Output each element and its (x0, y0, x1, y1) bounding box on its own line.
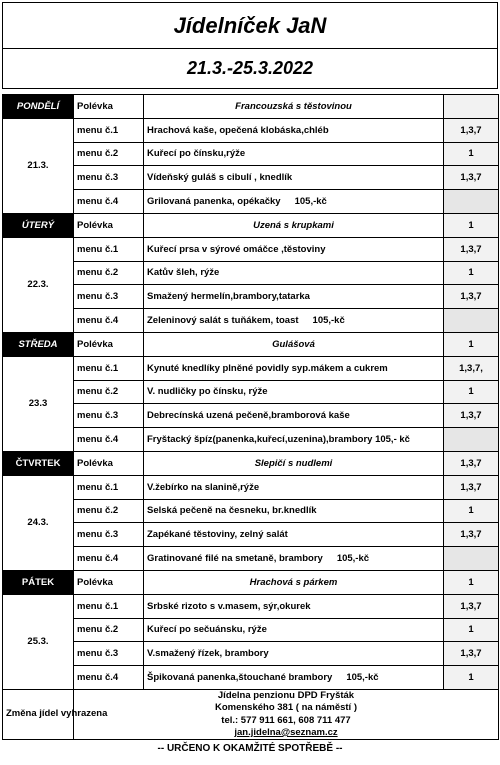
menu-row (3, 237, 499, 261)
soup-name: Gulášová (144, 332, 444, 356)
allergens: 1 (444, 618, 499, 642)
menu-table (2, 94, 499, 740)
menu-row (3, 499, 499, 523)
menu-label: menu č.3 (74, 285, 144, 309)
allergens: 1,3,7 (444, 404, 499, 428)
dish-name: V.smažený řízek, brambory (147, 648, 269, 660)
menu-label: menu č.2 (74, 618, 144, 642)
dish-cell (144, 475, 444, 499)
menu-label: menu č.4 (74, 190, 144, 214)
menu-label: menu č.1 (74, 475, 144, 499)
dish-cell (144, 285, 444, 309)
soup-label: Polévka (74, 95, 144, 119)
allergens (444, 547, 499, 571)
menu-row (3, 142, 499, 166)
soup-row (3, 213, 499, 237)
dish-cell (144, 666, 444, 690)
menu-row (3, 166, 499, 190)
soup-allergens: 1 (444, 332, 499, 356)
dish-name: Smažený hermelín,brambory,tatarka (147, 291, 310, 303)
consumption-note: -- URČENO K OKAMŽITÉ SPOTŘEBĚ -- (157, 743, 343, 754)
page-title: Jídelníček JaN (173, 12, 327, 38)
menu-row (3, 642, 499, 666)
menu-label: menu č.4 (74, 666, 144, 690)
soup-allergens: 1 (444, 570, 499, 594)
day-date: 24.3. (3, 475, 74, 570)
day-name: ÚTERÝ (3, 213, 74, 237)
footer-row (3, 689, 499, 739)
allergens: 1,3,7 (444, 285, 499, 309)
menu-label: menu č.2 (74, 380, 144, 404)
dish-cell (144, 618, 444, 642)
dish-cell (144, 166, 444, 190)
menu-label: menu č.1 (74, 118, 144, 142)
company-phone: tel.: 577 911 661, 608 711 477 (221, 714, 351, 726)
change-note: Změna jídel vyhrazena (3, 689, 74, 739)
menu-label: menu č.4 (74, 309, 144, 333)
dish-name: Katův šleh, rýže (147, 267, 220, 279)
dish-cell (144, 594, 444, 618)
soup-label: Polévka (74, 570, 144, 594)
dish-cell (144, 499, 444, 523)
dish-price: 105,-kč (294, 196, 327, 208)
allergens: 1,3,7 (444, 642, 499, 666)
menu-row (3, 594, 499, 618)
soup-allergens: 1,3,7 (444, 451, 499, 475)
allergens: 1,3,7 (444, 166, 499, 190)
soup-name: Francouzská s těstovinou (144, 95, 444, 119)
day-name: STŘEDA (3, 332, 74, 356)
soup-row (3, 451, 499, 475)
company-address: Komenského 381 ( na náměstí ) (214, 702, 358, 714)
dish-cell (144, 356, 444, 380)
soup-allergens (444, 95, 499, 119)
menu-label: menu č.2 (74, 142, 144, 166)
dish-cell (144, 380, 444, 404)
menu-row (3, 618, 499, 642)
menu-row (3, 356, 499, 380)
menu-row (3, 309, 499, 333)
day-name: PÁTEK (3, 570, 74, 594)
dish-name: Zapékané těstoviny, zelný salát (147, 529, 288, 541)
allergens: 1,3,7 (444, 237, 499, 261)
dish-name: Debrecínská uzená pečeně,bramborová kaše (147, 410, 350, 422)
menu-label: menu č.3 (74, 166, 144, 190)
title-box (2, 2, 498, 49)
menu-row (3, 547, 499, 571)
dish-name: Gratinované filé na smetaně, brambory (147, 553, 323, 565)
allergens: 1 (444, 666, 499, 690)
dish-price: 105,-kč (336, 553, 370, 565)
dish-name: Kuřecí prsa v sýrové omáčce ,těstoviny (147, 243, 326, 255)
date-box (2, 49, 498, 89)
footer-info (74, 689, 499, 739)
day-name: PONDĚLÍ (3, 95, 74, 119)
menu-row (3, 475, 499, 499)
dish-name: V.žebírko na slanině,rýže (147, 481, 260, 493)
soup-name: Hrachová s párkem (144, 570, 444, 594)
allergens: 1,3,7 (444, 475, 499, 499)
company-name: Jídelna penzionu DPD Fryšták (217, 689, 355, 701)
day-date: 22.3. (3, 237, 74, 332)
soup-label: Polévka (74, 213, 144, 237)
allergens: 1 (444, 380, 499, 404)
dish-cell (144, 237, 444, 261)
menu-row (3, 380, 499, 404)
bottom-divider (2, 739, 498, 740)
menu-row (3, 118, 499, 142)
menu-row (3, 190, 499, 214)
menu-row (3, 523, 499, 547)
dish-cell (144, 523, 444, 547)
dish-name: Hrachová kaše, opečená klobáska,chléb (147, 124, 329, 136)
menu-label: menu č.1 (74, 237, 144, 261)
allergens: 1 (444, 499, 499, 523)
dish-price: 105,-kč (312, 315, 345, 327)
date-range: 21.3.-25.3.2022 (186, 58, 314, 78)
dish-name: Kynuté knedlíky plněné povidly syp.mákem a cukrem (147, 362, 388, 374)
dish-name: Vídeňský guláš s cibulí , knedlík (147, 172, 293, 184)
company-email[interactable]: jan.jidelna@seznam.cz (234, 726, 338, 738)
dish-cell (144, 118, 444, 142)
allergens: 1 (444, 142, 499, 166)
menu-sheet (2, 2, 498, 740)
soup-row (3, 95, 499, 119)
menu-label: menu č.3 (74, 642, 144, 666)
soup-allergens: 1 (444, 213, 499, 237)
allergens (444, 190, 499, 214)
menu-row (3, 261, 499, 285)
dish-name: Kuřecí po sečuánsku, rýže (147, 624, 267, 636)
dish-name: Špikovaná panenka,štouchané brambory (147, 672, 333, 684)
menu-label: menu č.4 (74, 428, 144, 452)
soup-name: Uzená s krupkami (144, 213, 444, 237)
soup-name: Slepičí s nudlemi (144, 451, 444, 475)
menu-label: menu č.3 (74, 523, 144, 547)
menu-row (3, 285, 499, 309)
menu-row (3, 404, 499, 428)
dish-cell (144, 404, 444, 428)
menu-label: menu č.4 (74, 547, 144, 571)
menu-row (3, 666, 499, 690)
dish-name: Fryštacký špíz(panenka,kuřecí,uzenina),brambory 105,- kč (147, 434, 410, 446)
allergens: 1,3,7 (444, 523, 499, 547)
day-date: 23.3 (3, 356, 74, 451)
dish-name: Kuřecí po čínsku,rýže (147, 148, 246, 160)
day-date: 25.3. (3, 594, 74, 689)
dish-cell (144, 190, 444, 214)
dish-cell (144, 428, 444, 452)
allergens (444, 428, 499, 452)
allergens: 1,3,7 (444, 594, 499, 618)
dish-price: 105,-kč (346, 672, 379, 684)
menu-label: menu č.1 (74, 356, 144, 380)
allergens: 1,3,7, (444, 356, 499, 380)
dish-cell (144, 142, 444, 166)
soup-row (3, 332, 499, 356)
dish-cell (144, 642, 444, 666)
allergens: 1,3,7 (444, 118, 499, 142)
soup-label: Polévka (74, 451, 144, 475)
day-date: 21.3. (3, 118, 74, 213)
day-name: ČTVRTEK (3, 451, 74, 475)
menu-label: menu č.3 (74, 404, 144, 428)
soup-row (3, 570, 499, 594)
dish-name: V. nudličky po čínsku, rýže (147, 386, 268, 398)
dish-name: Grilovaná panenka, opékačky (147, 196, 281, 208)
dish-cell (144, 547, 444, 571)
menu-label: menu č.1 (74, 594, 144, 618)
menu-row (3, 428, 499, 452)
dish-cell (144, 261, 444, 285)
menu-label: menu č.2 (74, 261, 144, 285)
dish-cell (144, 309, 444, 333)
soup-label: Polévka (74, 332, 144, 356)
dish-name: Zeleninový salát s tuňákem, toast (147, 315, 299, 327)
allergens: 1 (444, 261, 499, 285)
dish-name: Srbské rizoto s v.masem, sýr,okurek (147, 600, 311, 612)
dish-name: Selská pečeně na česneku, br.knedlík (147, 505, 317, 517)
allergens (444, 309, 499, 333)
menu-label: menu č.2 (74, 499, 144, 523)
